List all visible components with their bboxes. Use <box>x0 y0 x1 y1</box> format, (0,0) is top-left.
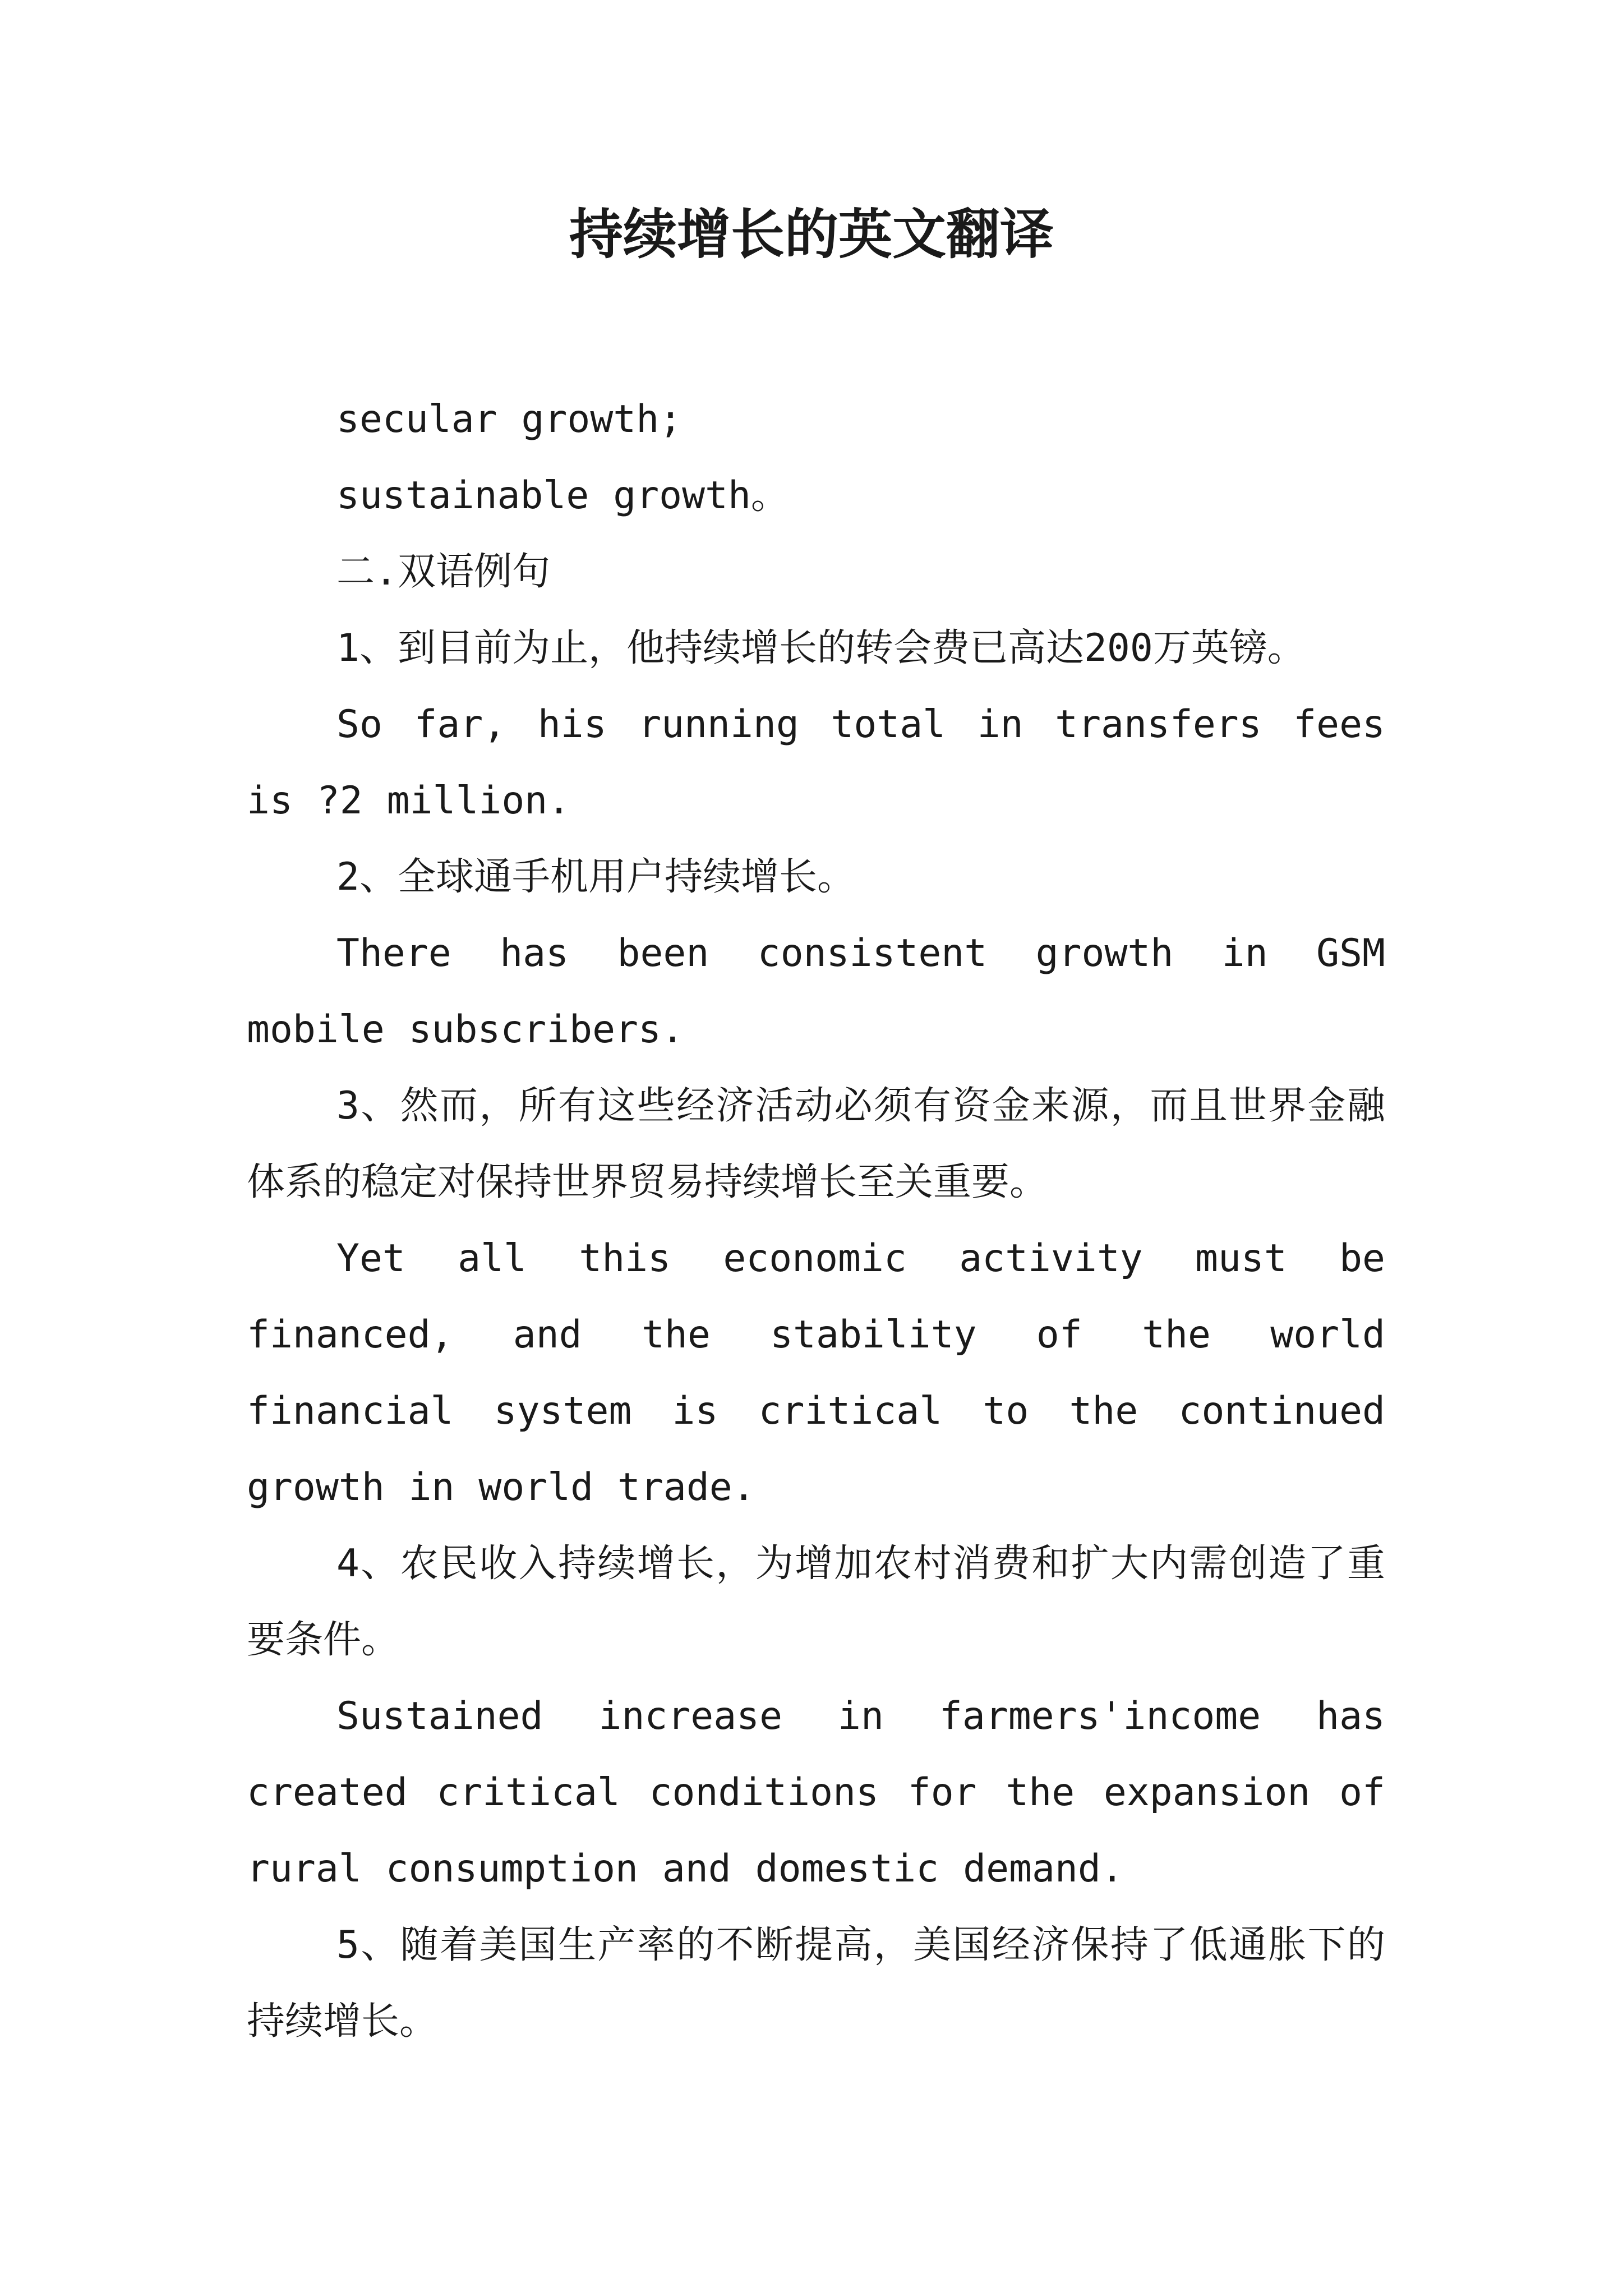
example-2-chinese: 2、全球通手机用户持续增长。 <box>336 855 855 899</box>
example-3-english: Yet all this economic activity must be financed, and the stability of the world financial system is critical to the continued growth in world trade. <box>247 1236 1385 1510</box>
example-2-english: There has been consistent growth in GSM mobile subscribers. <box>247 931 1385 1052</box>
example-1-english: So far, his running total in transfers fees is ?2 million. <box>247 702 1385 823</box>
example-4-chinese: 4、农民收入持续增长，为增加农村消费和扩大内需创造了重要条件。 <box>247 1542 1385 1662</box>
example-1-chinese: 1、到目前为止，他持续增长的转会费已高达200万英镑。 <box>336 626 1306 670</box>
section-heading-bilingual-examples: 二.双语例句 <box>336 550 550 594</box>
term-sustainable-growth: sustainable growth。 <box>336 473 789 518</box>
example-3-chinese: 3、然而，所有这些经济活动必须有资金来源，而且世界金融体系的稳定对保持世界贸易持续增长至关重要。 <box>247 1084 1385 1204</box>
document-title: 持续增长的英文翻译 <box>569 203 1054 266</box>
example-5-chinese: 5、随着美国生产率的不断提高，美国经济保持了低通胀下的持续增长。 <box>247 1923 1385 2044</box>
example-4-english: Sustained increase in farmers'income has created critical conditions for the expansion of rural consumption and domestic demand. <box>247 1694 1385 1891</box>
document-body <box>247 381 1385 2060</box>
term-secular-growth: secular growth; <box>336 397 683 441</box>
